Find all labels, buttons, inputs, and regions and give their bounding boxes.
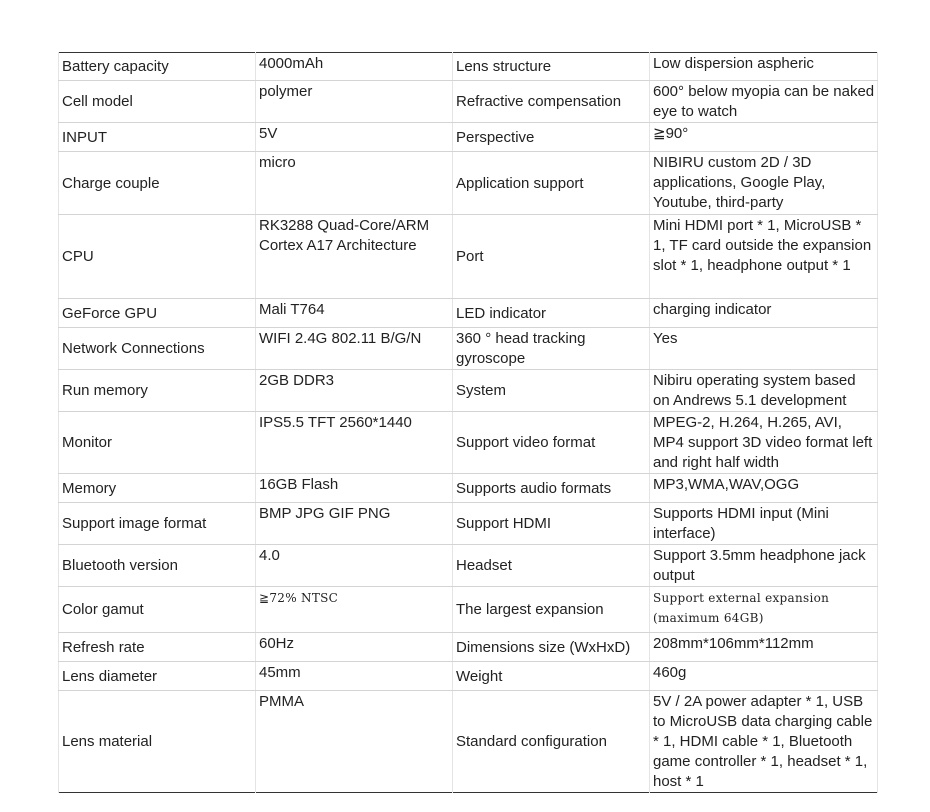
spec-value: 4.0	[256, 545, 453, 587]
spec-label: Support video format	[453, 412, 650, 474]
spec-value: Low dispersion aspheric	[650, 53, 878, 81]
spec-label: Lens structure	[453, 53, 650, 81]
spec-label: INPUT	[59, 123, 256, 152]
spec-label: Charge couple	[59, 152, 256, 215]
spec-value: 16GB Flash	[256, 474, 453, 503]
spec-value: Yes	[650, 328, 878, 370]
table-row	[59, 53, 878, 81]
spec-label: LED indicator	[453, 299, 650, 328]
spec-value: 2GB DDR3	[256, 370, 453, 412]
spec-label: The largest expansion	[453, 587, 650, 633]
spec-value: MP3,WMA,WAV,OGG	[650, 474, 878, 503]
spec-value: NIBIRU custom 2D / 3D applications, Google Play, Youtube, third-party	[650, 152, 878, 215]
table-row	[59, 370, 878, 412]
spec-value: MPEG-2, H.264, H.265, AVI, MP4 support 3D video format left and right half width	[650, 412, 878, 474]
spec-value: WIFI 2.4G 802.11 B/G/N	[256, 328, 453, 370]
table-row	[59, 81, 878, 123]
spec-label: Monitor	[59, 412, 256, 474]
spec-value: Nibiru operating system based on Andrews 5.1 development	[650, 370, 878, 412]
spec-label: Network Connections	[59, 328, 256, 370]
spec-label: Perspective	[453, 123, 650, 152]
table-row	[59, 662, 878, 691]
spec-label: Refresh rate	[59, 633, 256, 662]
spec-value: IPS5.5 TFT 2560*1440	[256, 412, 453, 474]
spec-label: Color gamut	[59, 587, 256, 633]
spec-label: Application support	[453, 152, 650, 215]
spec-value: Support external expansion (maximum 64GB)	[650, 587, 878, 633]
spec-value: Mini HDMI port * 1, MicroUSB * 1, TF card outside the expansion slot * 1, headphone output * 1	[650, 215, 878, 299]
spec-value: 600° below myopia can be naked eye to watch	[650, 81, 878, 123]
table-row	[59, 412, 878, 474]
spec-label: Lens diameter	[59, 662, 256, 691]
spec-value: ≧90°	[650, 123, 878, 152]
table-row	[59, 587, 878, 633]
spec-label: CPU	[59, 215, 256, 299]
table-row	[59, 152, 878, 215]
spec-value: 45mm	[256, 662, 453, 691]
spec-label: GeForce GPU	[59, 299, 256, 328]
table-row	[59, 545, 878, 587]
spec-label: Support HDMI	[453, 503, 650, 545]
spec-label: Run memory	[59, 370, 256, 412]
spec-label: Cell model	[59, 81, 256, 123]
table-row	[59, 633, 878, 662]
table-row	[59, 691, 878, 793]
spec-value: ≧72% NTSC	[256, 587, 453, 633]
spec-label: Refractive compensation	[453, 81, 650, 123]
table-row	[59, 474, 878, 503]
spec-label: Port	[453, 215, 650, 299]
spec-label: Weight	[453, 662, 650, 691]
spec-value: 460g	[650, 662, 878, 691]
spec-label: 360 ° head tracking gyroscope	[453, 328, 650, 370]
spec-label: Dimensions size (WxHxD)	[453, 633, 650, 662]
spec-value: 5V / 2A power adapter * 1, USB to MicroUSB data charging cable * 1, HDMI cable * 1, Bluetooth game controller * 1, headset * 1, host * 1	[650, 691, 878, 793]
table-row	[59, 503, 878, 545]
table-row	[59, 299, 878, 328]
spec-value: Support 3.5mm headphone jack output	[650, 545, 878, 587]
spec-value: RK3288 Quad-Core/ARM Cortex A17 Architecture	[256, 215, 453, 299]
spec-value: PMMA	[256, 691, 453, 793]
spec-value: 60Hz	[256, 633, 453, 662]
spec-value: charging indicator	[650, 299, 878, 328]
spec-label: Support image format	[59, 503, 256, 545]
spec-value: 4000mAh	[256, 53, 453, 81]
spec-value: Supports HDMI input (Mini interface)	[650, 503, 878, 545]
table-row	[59, 123, 878, 152]
spec-value: polymer	[256, 81, 453, 123]
spec-label: Bluetooth version	[59, 545, 256, 587]
spec-value: BMP JPG GIF PNG	[256, 503, 453, 545]
spec-label: System	[453, 370, 650, 412]
table-row	[59, 215, 878, 299]
spec-value: 5V	[256, 123, 453, 152]
spec-value: micro	[256, 152, 453, 215]
spec-value: 208mm*106mm*112mm	[650, 633, 878, 662]
spec-label: Battery capacity	[59, 53, 256, 81]
specifications-table	[58, 52, 878, 793]
spec-label: Lens material	[59, 691, 256, 793]
table-row	[59, 328, 878, 370]
spec-label: Supports audio formats	[453, 474, 650, 503]
spec-label: Headset	[453, 545, 650, 587]
spec-label: Memory	[59, 474, 256, 503]
spec-label: Standard configuration	[453, 691, 650, 793]
spec-value: Mali T764	[256, 299, 453, 328]
